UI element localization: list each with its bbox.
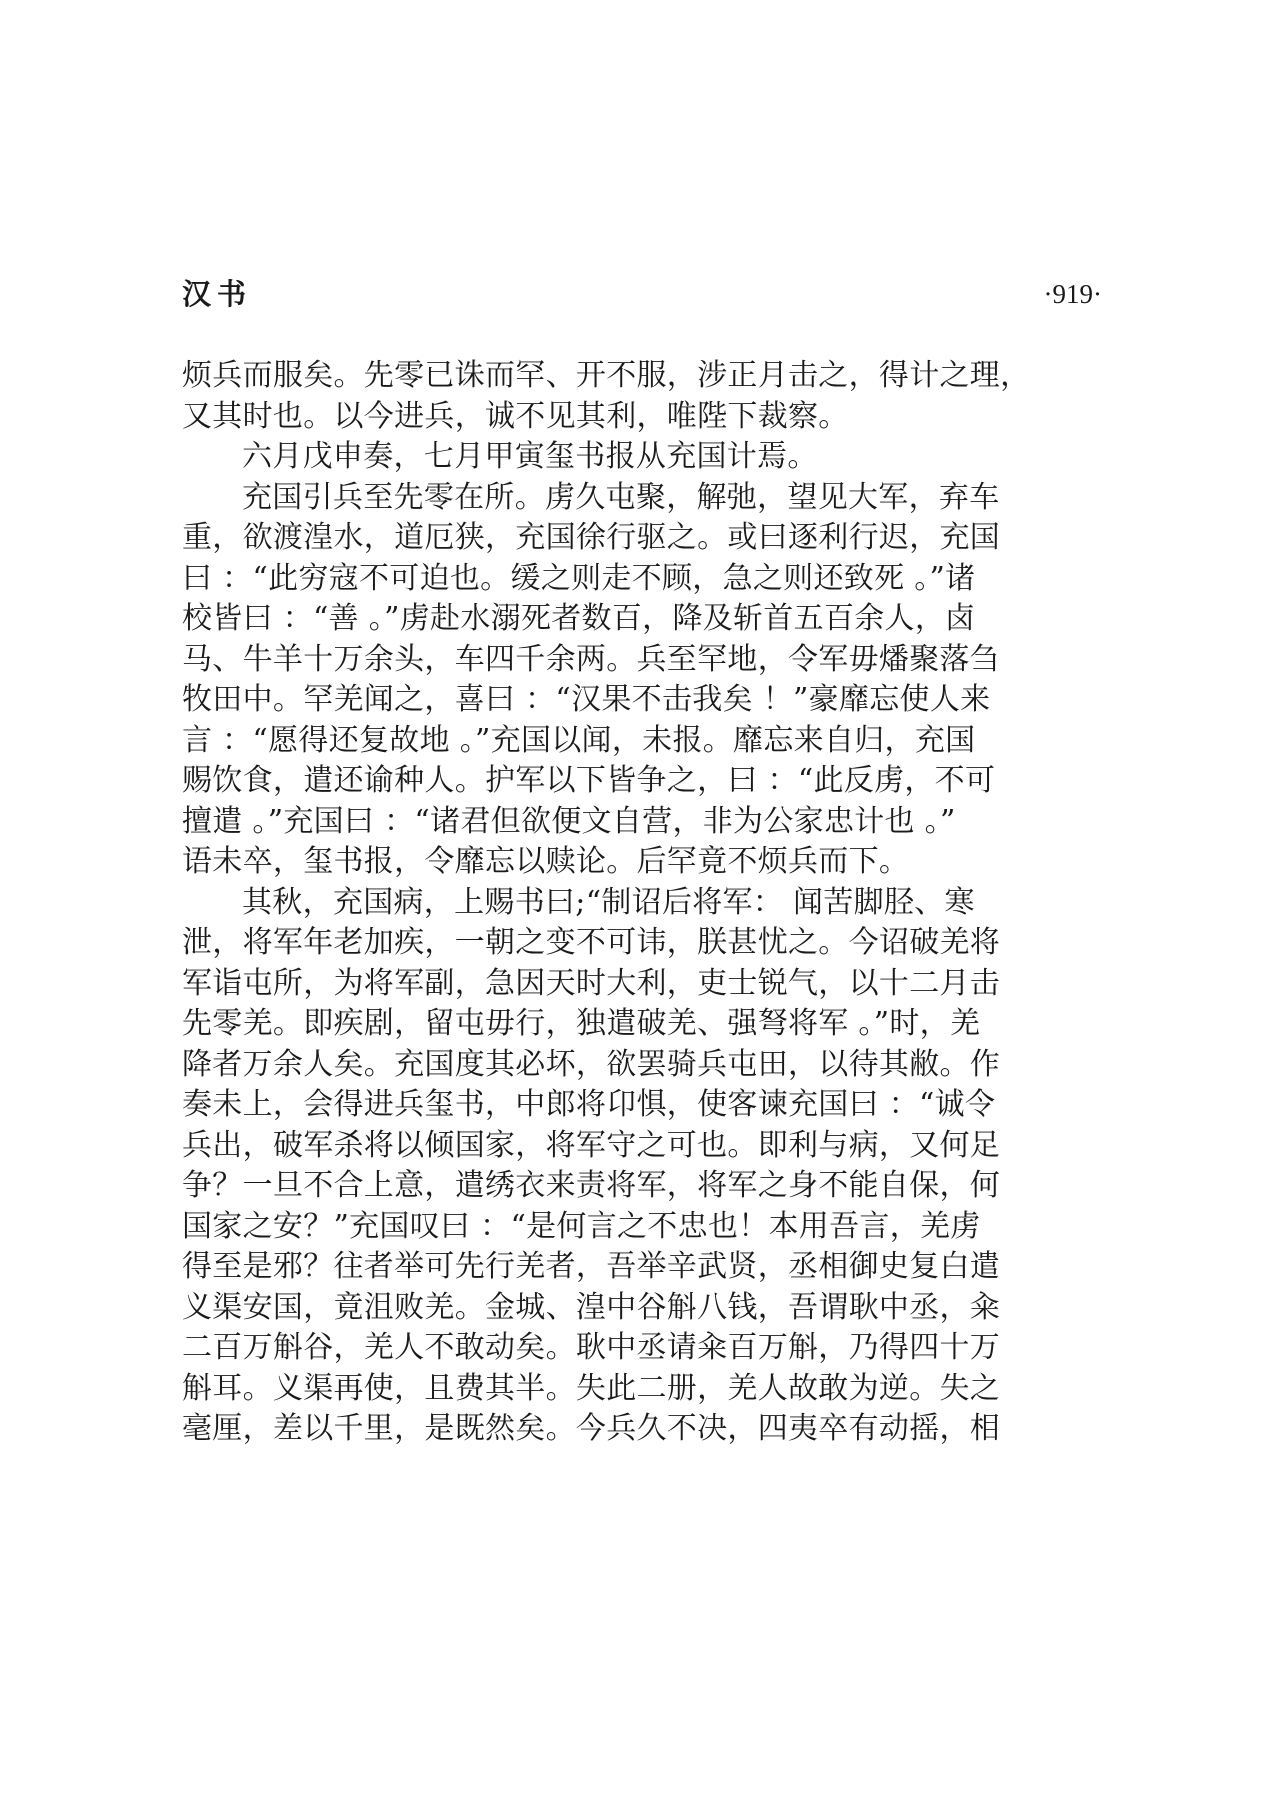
text-line: 毫厘，差以千里，是既然矣。今兵久不决，四夷卒有动摇，相: [182, 1411, 1001, 1446]
text-line: 其秋，充国病，上赐书曰;“制诏后将军： 闻苦脚胫、寒: [242, 884, 975, 920]
text-line: 马、牛羊十万余头，车四千余两。兵至罕地，令军毋燔聚落刍: [182, 641, 1001, 677]
text-line: 六月戊申奏，七月甲寅玺书报从充国计焉。: [242, 439, 818, 474]
text-line: 泄，将军年老加疾，一朝之变不可讳，朕甚忧之。今诏破羌将: [182, 925, 1001, 960]
text-line: 军诣屯所，为将军副，急因天时大利，吏士锐气，以十二月击: [182, 965, 1001, 1001]
page-number: ·919·: [1043, 279, 1102, 309]
text-line: 又其时也。以今进兵，诚不见其利，唯陛下裁察。: [182, 398, 849, 434]
text-line: 言 ：“愿得还复故地 。”充国以闻，未报。靡忘来自归，充国: [182, 722, 976, 758]
text-line: 先零羌。即疾剧，留屯毋行，独遣破羌、强弩将军 。”时，羌: [182, 1006, 981, 1041]
text-line: 充国引兵至先零在所。虏久屯聚，解弛，望见大军，弃车: [242, 479, 1000, 515]
text-line: 烦兵而服矣。先零已诛而罕、开不服，涉正月击之，得计之理，: [182, 358, 1031, 393]
text-line: 二百万斛谷，羌人不敢动矣。耿中丞请籴百万斛，乃得四十万: [182, 1330, 1001, 1365]
text-line: 国家之安？”充国叹曰 ：“是何言之不忠也！本用吾言，羌虏: [182, 1208, 981, 1244]
text-line: 语未卒，玺书报，令靡忘以赎论。后罕竟不烦兵而下。: [182, 844, 910, 879]
text-line: 奏未上，会得进兵玺书，中郎将卬惧，使客谏充国曰 ：“诚令: [182, 1087, 996, 1122]
text-line: 曰 ：“此穷寇不可迫也。缓之则走不顾，急之则还致死 。”诸: [182, 560, 976, 596]
paragraph: [182, 356, 1082, 437]
text-line: 牧田中。罕羌闻之，喜曰 ：“汉果不击我矣 ！”豪靡忘使人来: [182, 682, 991, 717]
book-title: 汉书: [182, 277, 253, 311]
page-header: [182, 274, 1102, 314]
text-line: 擅遣 。”充国曰 ：“诸君但欲便文自营，非为公家忠计也 。”: [182, 803, 956, 839]
body-text: [182, 356, 1082, 1450]
text-line: 兵出，破军杀将以倾国家，将军守之可也。即利与病，又何足: [182, 1127, 1001, 1163]
text-line: 赐饮食，遣还谕种人。护军以下皆争之，曰 ：“此反虏，不可: [182, 763, 996, 798]
text-line: 斛耳。义渠再使，且费其半。失此二册，羌人故敢为逆。失之: [182, 1370, 1001, 1406]
text-line: 得至是邪？往者举可先行羌者，吾举辛武贤，丞相御史复白遣: [182, 1249, 1001, 1284]
paragraph: [182, 478, 1082, 883]
text-line: 重，欲渡湟水，道厄狭，充国徐行驱之。或曰逐利行迟，充国: [182, 520, 1001, 555]
text-line: 校皆曰 ：“善 。”虏赴水溺死者数百，降及斩首五百余人，卤: [182, 601, 976, 636]
text-line: 争？一旦不合上意，遣绣衣来责将军，将军之身不能自保，何: [182, 1168, 1001, 1203]
text-line: 义渠安国，竟沮败羌。金城、湟中谷斛八钱，吾谓耿中丞，籴: [182, 1289, 1001, 1325]
paragraph: [182, 883, 1082, 1450]
paragraph: [182, 437, 1082, 478]
text-line: 降者万余人矣。充国度其必坏，欲罢骑兵屯田，以待其敝。作: [182, 1046, 1001, 1082]
